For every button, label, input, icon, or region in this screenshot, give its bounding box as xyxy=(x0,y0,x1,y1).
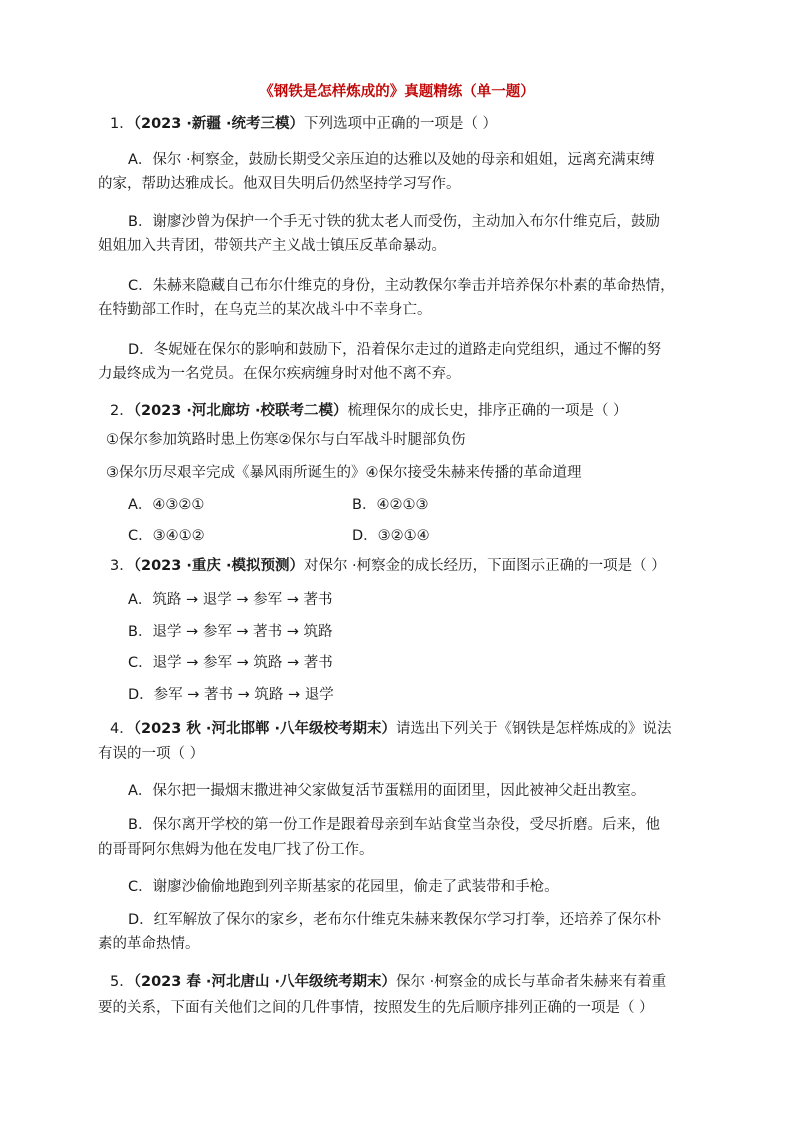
q2-option-d: D．③②①④ xyxy=(352,528,430,544)
q4-option-d-line2: 素的革命热情。 xyxy=(98,936,200,952)
q2-items-line1: ①保尔参加筑路时患上伤寒②保尔与白军战斗时腿部负伤 xyxy=(106,432,466,448)
page-title: 《钢铁是怎样炼成的》真题精练（单一题） xyxy=(259,84,535,100)
q3-option-a: A．筑路 → 退学 → 参军 → 著书 xyxy=(128,592,333,608)
question-1-stem xyxy=(110,114,740,134)
q2-option-c: C．③④①② xyxy=(128,528,205,544)
question-3-stem xyxy=(110,556,740,576)
question-number: 5． xyxy=(110,974,134,990)
question-source: （2023 ·河北廊坊 ·校联考二模） xyxy=(133,403,348,419)
question-source: （2023 秋 ·河北邯郸 ·八年级校考期末） xyxy=(133,721,397,737)
q2-items-line2: ③保尔历尽艰辛完成《暴风雨所诞生的》④保尔接受朱赫来传播的革命道理 xyxy=(106,465,582,481)
q1-option-a-line2: 的家，帮助达雅成长。他双目失明后仍然坚持学习写作。 xyxy=(98,176,461,192)
q4-option-b-line2: 的哥哥阿尔焦姆为他在发电厂找了份工作。 xyxy=(98,842,374,858)
q3-option-c: C．退学 → 参军 → 筑路 → 著书 xyxy=(128,655,333,671)
question-text: 请选出下列关于《钢铁是怎样炼成的》说法 xyxy=(396,721,672,737)
question-source: （2023 ·新疆 ·统考三模） xyxy=(133,116,304,132)
q3-option-b: B．退学 → 参军 → 著书 → 筑路 xyxy=(128,624,333,640)
q2-option-a: A．④③②① xyxy=(128,497,205,513)
question-number: 3． xyxy=(110,558,134,574)
q1-option-d-line1: D．冬妮娅在保尔的影响和鼓励下，沿着保尔走过的道路走向党组织，通过不懈的努 xyxy=(128,342,662,358)
question-text: 对保尔 ·柯察金的成长经历，下面图示正确的一项是（ ） xyxy=(303,558,666,574)
question-text: 保尔 ·柯察金的成长与革命者朱赫来有着重 xyxy=(396,974,667,990)
question-text: 下列选项中正确的一项是（ ） xyxy=(303,116,498,132)
question-5-stem-line2: 要的关系，下面有关他们之间的几件事情，按照发生的先后顺序排列正确的一项是（ ） xyxy=(98,1000,654,1016)
q1-option-c-line2: 在特勤部工作时，在乌克兰的某次战斗中不幸身亡。 xyxy=(98,302,432,318)
q1-option-a-line1: A．保尔 ·柯察金，鼓励长期受父亲压迫的达雅以及她的母亲和姐姐，远离充满束缚 xyxy=(128,152,655,168)
q4-option-d-line1: D．红军解放了保尔的家乡，老布尔什维克朱赫来教保尔学习打拳，还培养了保尔朴 xyxy=(128,912,662,928)
q2-option-b: B．④②①③ xyxy=(352,497,429,513)
q4-option-c: C．谢廖沙偷偷地跑到列辛斯基家的花园里，偷走了武装带和手枪。 xyxy=(128,879,559,895)
question-4-stem-line2: 有误的一项（ ） xyxy=(98,746,205,762)
q1-option-c-line1: C．朱赫来隐藏自己布尔什维克的身份，主动教保尔拳击并培养保尔朴素的革命热情， xyxy=(128,278,675,294)
q1-option-b-line2: 姐姐加入共青团，带领共产主义战士镇压反革命暴动。 xyxy=(98,238,446,254)
q1-option-d-line2: 力最终成为一名党员。在保尔疾病缠身时对他不离不弃。 xyxy=(98,366,461,382)
question-number: 1． xyxy=(110,116,134,132)
question-number: 4． xyxy=(110,721,134,737)
q4-option-a: A．保尔把一撮烟末撒进神父家做复活节蛋糕用的面团里，因此被神父赶出教室。 xyxy=(128,783,646,799)
question-number: 2． xyxy=(110,403,134,419)
q4-option-b-line1: B．保尔离开学校的第一份工作是跟着母亲到车站食堂当杂役，受尽折磨。后来，他 xyxy=(128,817,660,833)
q3-option-d: D．参军 → 著书 → 筑路 → 退学 xyxy=(128,687,334,703)
question-4-stem xyxy=(110,719,740,739)
question-2-stem xyxy=(110,401,740,421)
question-source: （2023 春 ·河北唐山 ·八年级统考期末） xyxy=(133,974,397,990)
q1-option-b-line1: B．谢廖沙曾为保护一个手无寸铁的犹太老人而受伤，主动加入布尔什维克后，鼓励 xyxy=(128,214,660,230)
question-5-stem xyxy=(110,972,740,992)
question-text: 梳理保尔的成长史，排序正确的一项是（ ） xyxy=(347,403,628,419)
question-source: （2023 ·重庆 ·模拟预测） xyxy=(133,558,304,574)
